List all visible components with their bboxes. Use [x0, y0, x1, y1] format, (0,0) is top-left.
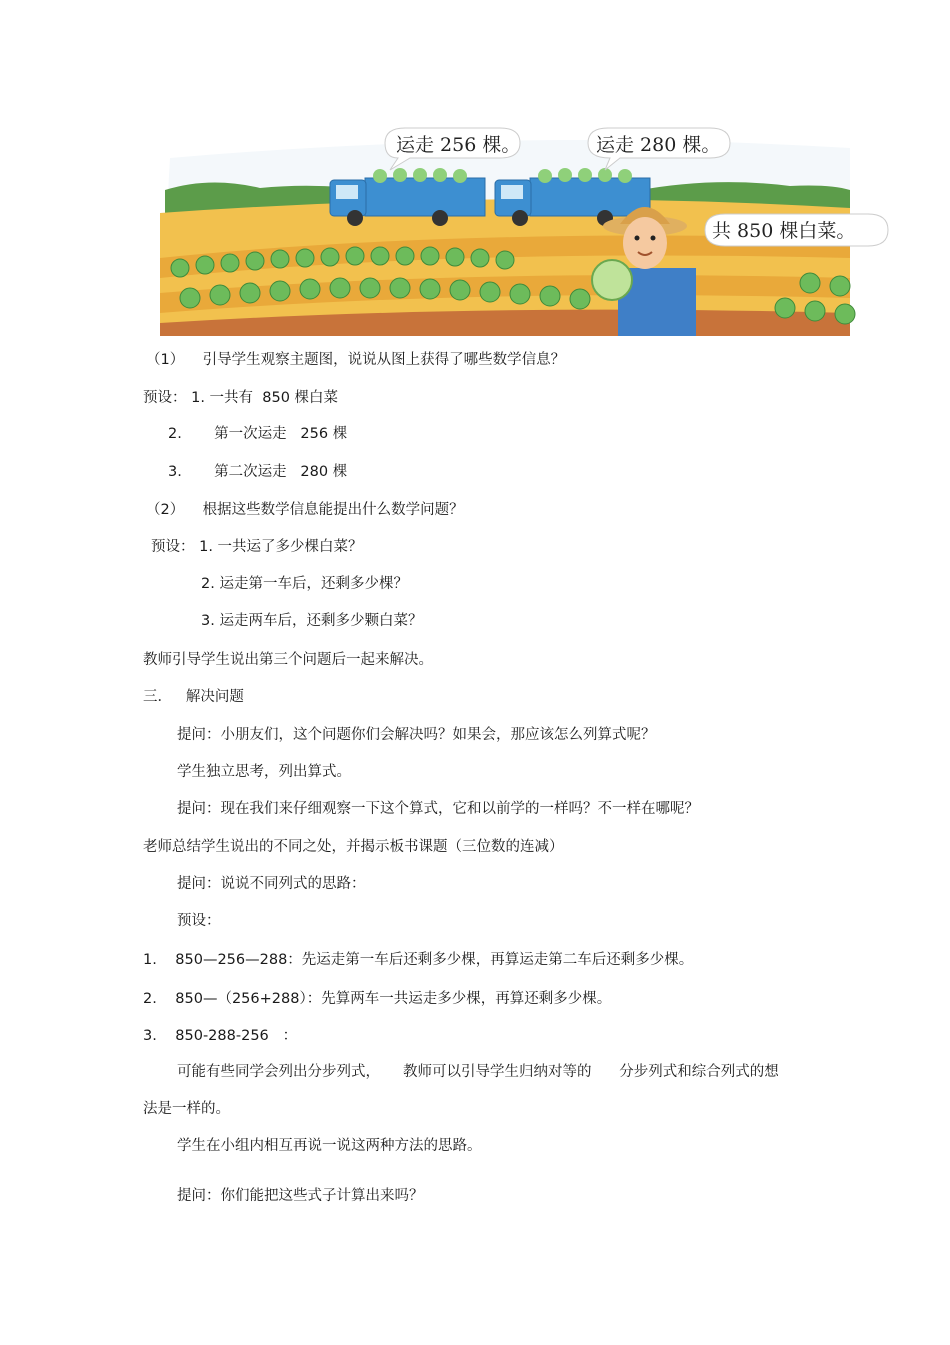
- paragraph: 老师总结学生说出的不同之处，并揭示板书课题（三位数的连减）: [143, 839, 564, 855]
- paragraph: 教师引导学生说出第三个问题后一起来解决。: [143, 652, 433, 668]
- preset-line: 2. 第一次运走 256 棵: [168, 426, 348, 442]
- question-2-heading: （2） 根据这些数学信息能提出什么数学问题？: [146, 502, 464, 518]
- preset-line: 2. 运走第一车后，还剩多少棵？: [201, 576, 408, 592]
- question-1-heading: （1） 引导学生观察主题图，说说从图上获得了哪些数学信息？: [146, 352, 566, 368]
- method-item: 3. 850-288-256 ：: [143, 1028, 298, 1044]
- paragraph: 提问：说说不同列式的思路：: [177, 876, 366, 892]
- paragraph: 预设：: [177, 913, 221, 929]
- paragraph: 提问：小朋友们，这个问题你们会解决吗？如果会，那应该怎么列算式呢？: [177, 727, 656, 743]
- preset-line: 3. 运走两车后，还剩多少颗白菜？: [201, 613, 423, 629]
- paragraph: 提问：你们能把这些式子计算出来吗？: [177, 1188, 424, 1204]
- method-item: 1. 850—256—288：先运走第一车后还剩多少棵，再算运走第二车后还剩多少棵。: [143, 952, 694, 968]
- section-heading: 三． 解决问题: [143, 689, 244, 705]
- bubble-text-total: 共 850 棵白菜。: [712, 220, 856, 242]
- bubble-text-second: 运走 280 棵。: [596, 134, 721, 156]
- paragraph: 提问：现在我们来仔细观察一下这个算式，它和以前学的一样吗？不一样在哪呢？: [177, 801, 699, 817]
- cabbage-field-illustration: [150, 118, 892, 336]
- speech-bubble: [705, 214, 888, 246]
- paragraph: 法是一样的。: [143, 1101, 230, 1117]
- preset-line: 3. 第二次运走 280 棵: [168, 464, 348, 480]
- paragraph: 学生独立思考，列出算式。: [177, 764, 351, 780]
- preset-line: 预设： 1. 一共运了多少棵白菜？: [151, 539, 363, 555]
- bubble-text-first: 运走 256 棵。: [396, 134, 521, 156]
- paragraph: 学生在小组内相互再说一说这两种方法的思路。: [177, 1138, 482, 1154]
- preset-line: 预设： 1. 一共有 850 棵白菜: [143, 390, 339, 406]
- method-item: 2. 850—（256+288）：先算两车一共运走多少棵，再算还剩多少棵。: [143, 991, 612, 1007]
- paragraph: 可能有些同学会列出分步列式， 教师可以引导学生归纳对等的 分步列式和综合列式的想: [177, 1064, 779, 1080]
